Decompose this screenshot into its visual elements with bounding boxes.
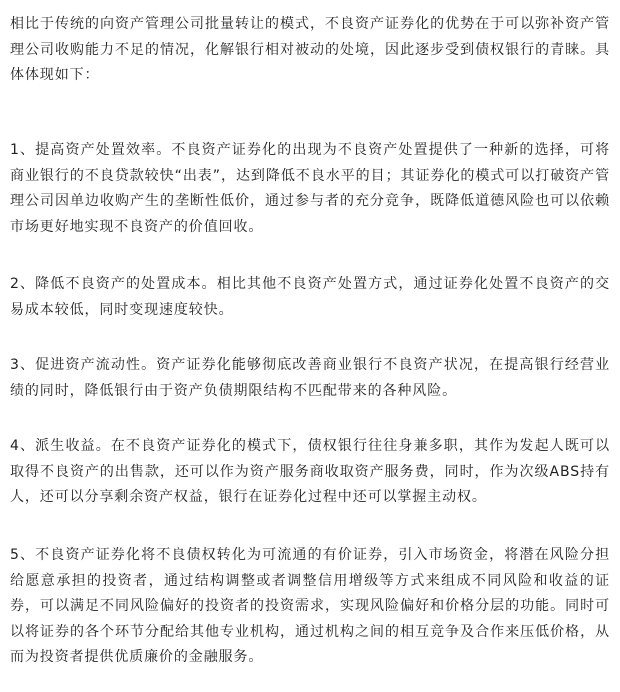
point-paragraph-4: 4、派生收益。在不良资产证券化的模式下，债权银行往往身兼多职，其作为发起人既可以取得不良资产的出售款，还可以作为资产服务商收取资产服务费，同时，作为次级ABS持有人，还可以分享剩余资产权益，银行在证券化过程中还可以掌握主动权。 [10, 438, 610, 505]
point-paragraph-3: 3、促进资产流动性。资产证券化能够彻底改善商业银行不良资产状况，在提高银行经营业绩的同时，降低银行由于资产负债期限结构不匹配带来的各种风险。 [10, 357, 610, 399]
point-paragraph-5: 5、不良资产证券化将不良债权转化为可流通的有价证券，引入市场资金，将潜在风险分担给愿意承担的投资者，通过结构调整或者调整信用增级等方式来组成不同风险和收益的证券，可以满足不同风险偏好的投资者的投资需求，实现风险偏好和价格分层的功能。同时可以将证券的各个环节分配给其他专业机构，通过机构之间的相互竞争及合作来压低价格，从而为投资者提供优质廉价的金融服务。 [10, 547, 610, 665]
intro-paragraph: 相比于传统的向资产管理公司批量转让的模式，不良资产证券化的优势在于可以弥补资产管理公司收购能力不足的情况，化解银行相对被动的处境，因此逐步受到债权银行的青睐。具体体现如下： [10, 16, 610, 83]
point-paragraph-1: 1、提高资产处置效率。不良资产证券化的出现为不良资产处置提供了一种新的选择，可将商业银行的不良贷款较快“出表”，达到降低不良水平的目；其证券化的模式可以打破资产管理公司因单边收购产生的垄断性低价，通过参与者的充分竞争，既降低道德风险也可以依赖市场更好地实现不良资产的价值回收。 [10, 142, 610, 235]
point-paragraph-2: 2、降低不良资产的处置成本。相比其他不良资产处置方式，通过证券化处置不良资产的交易成本较低，同时变现速度较快。 [10, 276, 610, 318]
